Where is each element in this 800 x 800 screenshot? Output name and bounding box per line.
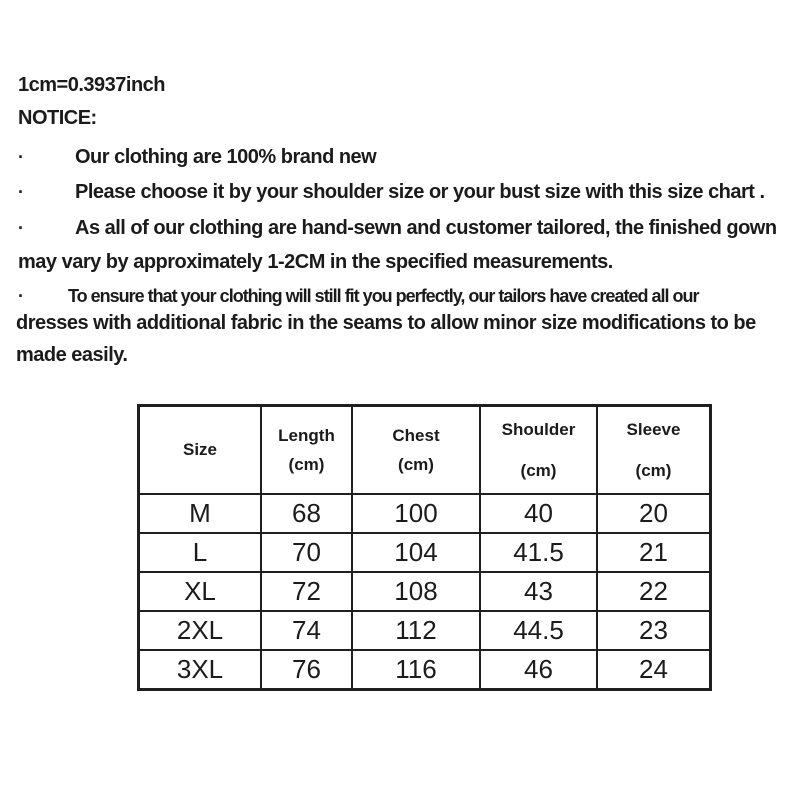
- bullet-text: Please choose it by your shoulder size or your bust size with this size chart .: [75, 181, 765, 203]
- header-label: Chest: [392, 425, 440, 445]
- header-label: Length: [278, 425, 335, 445]
- header-shoulder: [480, 406, 597, 495]
- table-row: [139, 611, 711, 650]
- bullet-dot: ·: [18, 182, 24, 202]
- bullet-text: As all of our clothing are hand-sewn and customer tailored, the finished gown: [75, 217, 777, 239]
- table-row: [139, 494, 711, 533]
- header-label: Sleeve: [626, 419, 681, 439]
- cell-size: M: [139, 494, 262, 533]
- bullet-text: To ensure that your clothing will still fit you perfectly, our tailors have created all our: [68, 286, 699, 306]
- header-chest: [352, 406, 480, 495]
- cell-sleeve: 20: [597, 494, 711, 533]
- bullet-text-continuation: dresses with additional fabric in the seams to allow minor size modifications to be: [16, 312, 756, 334]
- bullet-item-4: [18, 286, 698, 307]
- conversion-note: 1cm=0.3937inch: [18, 74, 165, 96]
- table-row: [139, 572, 711, 611]
- cell-size: L: [139, 533, 262, 572]
- header-unit: (cm): [520, 460, 557, 480]
- cell-sleeve: 23: [597, 611, 711, 650]
- bullet-text: Our clothing are 100% brand new: [75, 146, 377, 168]
- cell-shoulder: 41.5: [480, 533, 597, 572]
- table-row: [139, 650, 711, 690]
- bullet-dot: ·: [18, 286, 23, 306]
- cell-sleeve: 24: [597, 650, 711, 690]
- bullet-item-3: [18, 217, 777, 239]
- bullet-text-continuation: may vary by approximately 1-2CM in the specified measurements.: [18, 251, 613, 273]
- cell-shoulder: 43: [480, 572, 597, 611]
- header-size: [139, 406, 262, 495]
- cell-sleeve: 21: [597, 533, 711, 572]
- cell-chest: 100: [352, 494, 480, 533]
- header-sleeve: [597, 406, 711, 495]
- cell-sleeve: 22: [597, 572, 711, 611]
- cell-shoulder: 46: [480, 650, 597, 690]
- bullet-item-1: [18, 146, 376, 168]
- cell-size: 3XL: [139, 650, 262, 690]
- table-row: [139, 533, 711, 572]
- header-length: [261, 406, 352, 495]
- size-table-header-row: [139, 406, 711, 495]
- cell-shoulder: 40: [480, 494, 597, 533]
- cell-chest: 116: [352, 650, 480, 690]
- cell-length: 70: [261, 533, 352, 572]
- cell-size: XL: [139, 572, 262, 611]
- bullet-item-2: [18, 181, 765, 203]
- cell-chest: 112: [352, 611, 480, 650]
- header-label: Shoulder: [501, 419, 576, 439]
- cell-shoulder: 44.5: [480, 611, 597, 650]
- cell-length: 72: [261, 572, 352, 611]
- bullet-dot: ·: [18, 147, 24, 167]
- cell-chest: 104: [352, 533, 480, 572]
- header-unit: (cm): [635, 460, 672, 480]
- header-label: Size: [182, 440, 218, 459]
- cell-chest: 108: [352, 572, 480, 611]
- cell-length: 76: [261, 650, 352, 690]
- bullet-text-continuation: made easily.: [16, 344, 128, 366]
- bullet-dot: ·: [18, 218, 24, 238]
- header-unit: (cm): [288, 454, 325, 474]
- cell-length: 74: [261, 611, 352, 650]
- notice-heading: NOTICE:: [18, 107, 97, 129]
- size-table: [137, 404, 712, 691]
- cell-size: 2XL: [139, 611, 262, 650]
- cell-length: 68: [261, 494, 352, 533]
- header-unit: (cm): [398, 454, 434, 474]
